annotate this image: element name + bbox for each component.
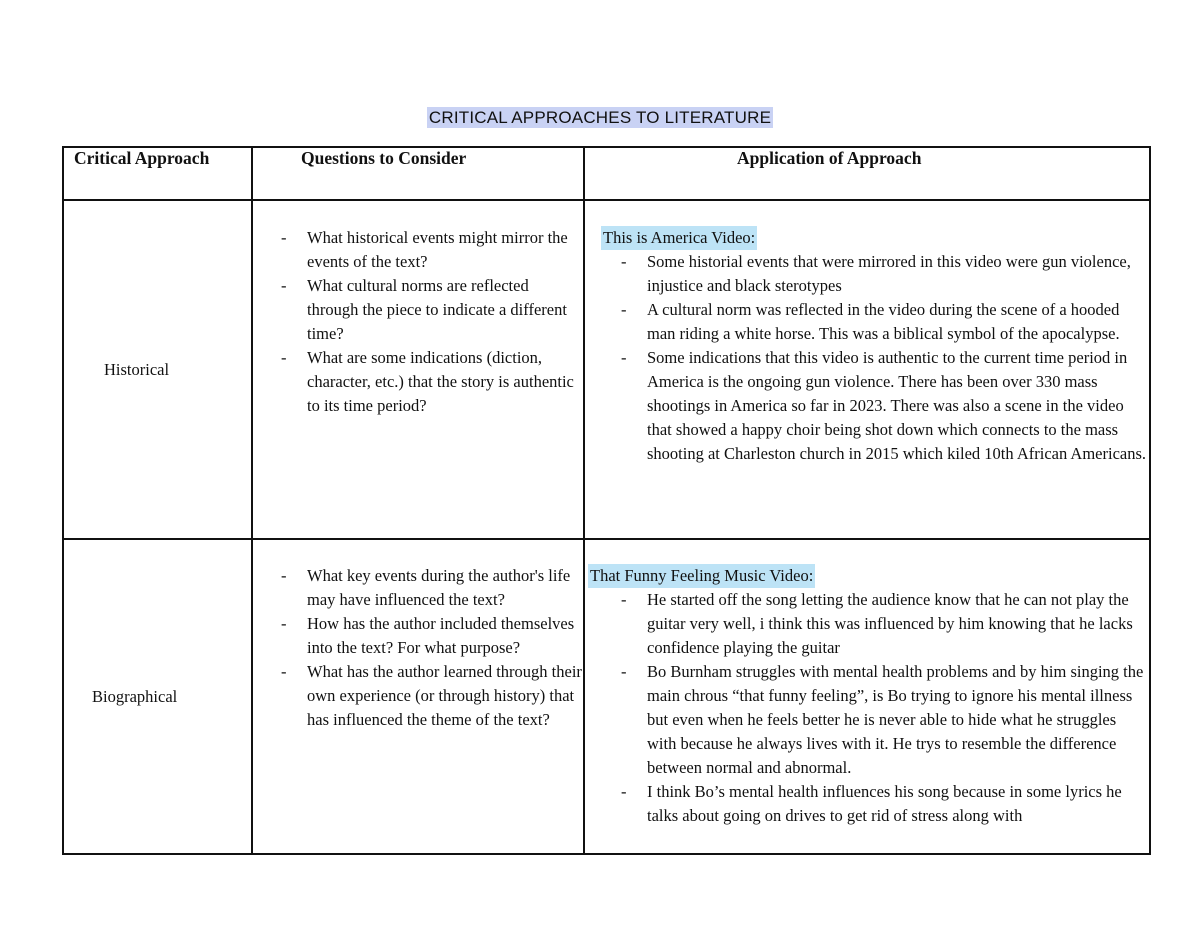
header-critical-approach: Critical Approach (63, 147, 252, 200)
document-title-text: CRITICAL APPROACHES TO LITERATURE (428, 108, 772, 127)
table-row-historical (63, 200, 1150, 539)
application-item: - He started off the song letting the audience know that he can not play the guitar very well, i think this was influenced by him knowing that he lacks confidence playing the guitar (585, 588, 1149, 660)
application-cell-biographical (584, 539, 1150, 854)
question-item: - What has the author learned through their own experience (or through history) that has influenced the theme of the text? (253, 660, 583, 732)
approach-cell-historical: Historical (63, 200, 252, 539)
questions-list-biographical (253, 564, 583, 732)
application-item: - I think Bo’s mental health influences his song because in some lyrics he talks about going on drives to get rid of stress along with (585, 780, 1149, 828)
application-heading-wrap (585, 564, 1149, 588)
application-cell-historical (584, 200, 1150, 539)
question-item: - What are some indications (diction, character, etc.) that the story is authentic to its time period? (253, 346, 583, 418)
question-item: - What cultural norms are reflected through the piece to indicate a different time? (253, 274, 583, 346)
application-item: - A cultural norm was reflected in the video during the scene of a hooded man riding a white horse. This was a biblical symbol of the apocalypse. (585, 298, 1149, 346)
application-heading-that-funny-feeling: That Funny Feeling Music Video: (588, 564, 815, 588)
questions-cell-historical (252, 200, 584, 539)
application-list-historical (585, 250, 1149, 466)
header-questions-to-consider: Questions to Consider (252, 147, 584, 200)
application-item: - Some indications that this video is authentic to the current time period in America is the ongoing gun violence. There has been over 330 mass shootings in America so far in 2023. There was also a scene in the video that showed a happy choir being shot down which connects to the mass shooting at Charleston church in 2015 which kiled 10th African Americans. (585, 346, 1149, 466)
questions-list-historical (253, 226, 583, 418)
application-content-biographical (585, 564, 1149, 828)
question-item: - What key events during the author's life may have influenced the text? (253, 564, 583, 612)
document-title (0, 108, 1200, 128)
header-application-of-approach: Application of Approach (584, 147, 1150, 200)
table-header-row (63, 147, 1150, 200)
critical-approaches-table (62, 146, 1151, 855)
application-heading-wrap (585, 226, 1149, 250)
application-list-biographical (585, 588, 1149, 828)
table-row-biographical (63, 539, 1150, 854)
questions-cell-biographical (252, 539, 584, 854)
application-item: - Some historial events that were mirrored in this video were gun violence, injustice and black sterotypes (585, 250, 1149, 298)
application-heading-this-is-america: This is America Video: (601, 226, 757, 250)
approach-cell-biographical: Biographical (63, 539, 252, 854)
question-item: - What historical events might mirror the events of the text? (253, 226, 583, 274)
application-item: - Bo Burnham struggles with mental health problems and by him singing the main chrous “that funny feeling”, is Bo trying to ignore his mental illness but even when he feels better he is never able to hide what he struggles with because he always lives with it. He trys to resemble the difference between normal and abnormal. (585, 660, 1149, 780)
question-item: - How has the author included themselves into the text? For what purpose? (253, 612, 583, 660)
